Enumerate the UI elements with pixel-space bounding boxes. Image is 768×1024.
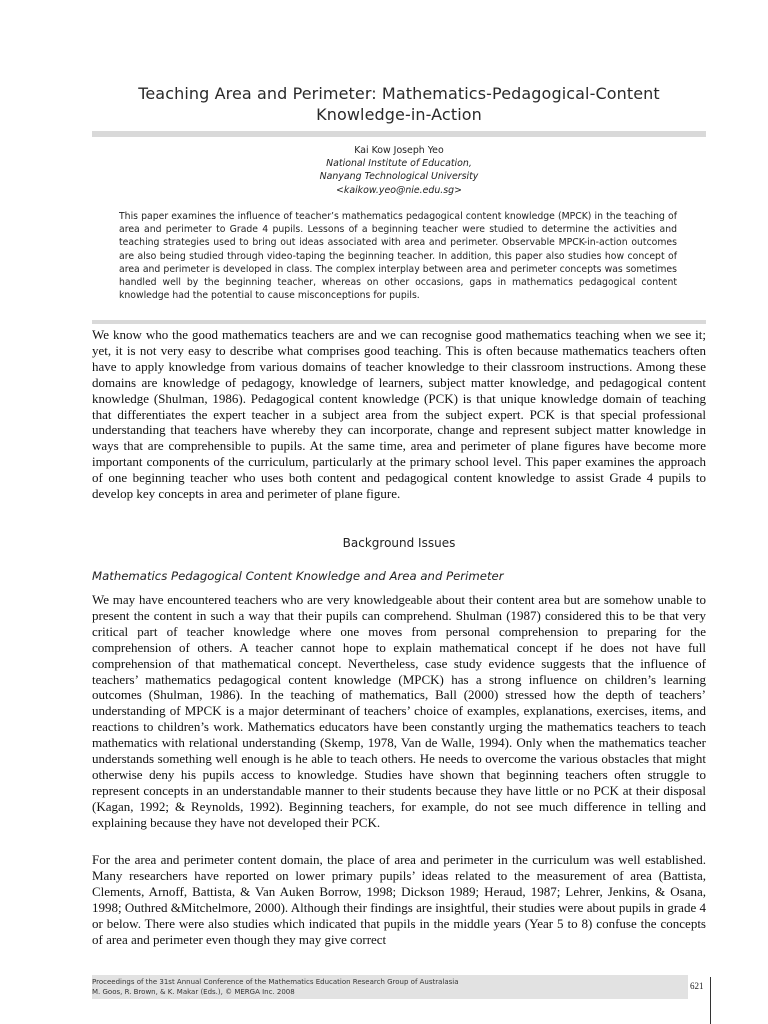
footer-line-2: M. Goos, R. Brown, & K. Makar (Eds.), © MERGA Inc. 2008 xyxy=(92,988,295,996)
subsection-heading: Mathematics Pedagogical Content Knowledge and Area and Perimeter xyxy=(92,569,504,583)
author-name: Kai Kow Joseph Yeo xyxy=(354,145,444,156)
body-paragraph-3: For the area and perimeter content domain, the place of area and perimeter in the curriculum was well established. Many researchers have reported on lower primary pupils’ ideas related to the measurement of area (Battista, Clements, Arnoff, Battista, & Van Auken Borrow, 1998; Dickson 1989; Heraud, 1987; Lehrer, Jenkins, & Osana, 1998; Outhred &Mitchelmore, 2000). Although their findings are insightful, their studies were about pupils in grade 4 or below. There were also studies which indicated that pupils in the middle years (Year 5 to 8) confuse the concepts of area and perimeter even though they may give correct xyxy=(92,852,706,947)
body-paragraph-1: We know who the good mathematics teachers are and we can recognise good mathematics teaching when we see it; yet, it is not very easy to describe what comprises good teaching. This is often because mathematics teachers often have to apply knowledge from various domains of teacher knowledge to their classroom instructions. Among these domains are knowledge of pedagogy, knowledge of learners, subject matter knowledge, and pedagogical content knowledge (Shulman, 1986). Pedagogical content knowledge (PCK) is that unique knowledge domain of teaching that differentiates the expert teacher in a subject area from the subject expert. PCK is that special professional understanding that teachers have whereby they can incorporate, change and represent subject matter knowledge in ways that are comprehensible to pupils. At the same time, area and perimeter of plane figures have become more important components of the curriculum, particularly at the primary school level. This paper examines the approach of one beginning teacher who uses both content and pedagogical content knowledge to assist Grade 4 pupils to develop key concepts in area and perimeter of plane figure. xyxy=(92,327,706,502)
section-heading: Background Issues xyxy=(342,536,456,550)
footer-citation xyxy=(92,977,682,997)
title-line-1: Teaching Area and Perimeter: Mathematics-Pedagogical-Content xyxy=(138,84,660,103)
author-block xyxy=(92,144,706,197)
abstract: This paper examines the influence of teacher’s mathematics pedagogical content knowledge (MPCK) in the teaching of area and perimeter to Grade 4 pupils. Lessons of a beginning teacher were studied to determine the activities and teaching strategies used to bring out ideas associated with area and perimeter. Observable MPCK-in-action outcomes are also being studied through video-taping the beginning teacher. In addition, this paper also studies how concept of area and perimeter is developed in class. The complex interplay between area and perimeter concepts was sometimes handled well by the beginning teacher, whereas on other occasions, gaps in mathematics pedagogical content knowledge had the potential to cause misconceptions for pupils. xyxy=(119,211,677,302)
footer-line-1: Proceedings of the 31st Annual Conference of the Mathematics Education Research Group of Australasia xyxy=(92,978,459,986)
body-paragraph-2: We may have encountered teachers who are very knowledgeable about their content area but are somehow unable to present the content in such a way that their pupils can comprehend. Shulman (1987) considered this to be that very critical part of teacher knowledge where one moves from personal comprehension to preparing for the comprehension of others. A teacher cannot hope to explain mathematical concept if he does not have full comprehension of that mathematical concept. Nevertheless, case study evidence suggests that the influence of teachers’ mathematics pedagogical content knowledge (MPCK) has a strong influence on children’s learning outcomes (Shulman, 1986). In the teaching of mathematics, Ball (2000) stressed how the depth of teachers’ understanding of MPCK is a major determinant of teachers’ choice of examples, explanations, exercises, items, and reactions to children’s work. Mathematics educators have been constantly urging the mathematics teachers to teach mathematics with relational understanding (Skemp, 1978, Van de Walle, 1994). Only when the mathematics teacher understands something well enough is he able to teach others. He needs to overcome the various obstacles that might otherwise deny his pupils access to knowledge. Studies have shown that beginning teachers often struggle to represent concepts in an understandable manner to their students because they have little or no PCK at their disposal (Kagan, 1992; & Reynolds, 1992). Beginning teachers, for example, do not see much difference in telling and explaining because they have not developed their PCK. xyxy=(92,592,706,830)
paper-title xyxy=(92,83,706,125)
title-divider xyxy=(92,131,706,137)
title-line-2: Knowledge-in-Action xyxy=(316,105,482,124)
abstract-divider xyxy=(92,320,706,324)
author-affiliation-2: Nanyang Technological University xyxy=(319,171,479,183)
page-number: 621 xyxy=(690,981,704,991)
page-edge-line xyxy=(710,977,711,1024)
author-affiliation-1: National Institute of Education, xyxy=(326,158,472,170)
author-email: <kaikow.yeo@nie.edu.sg> xyxy=(336,184,462,196)
